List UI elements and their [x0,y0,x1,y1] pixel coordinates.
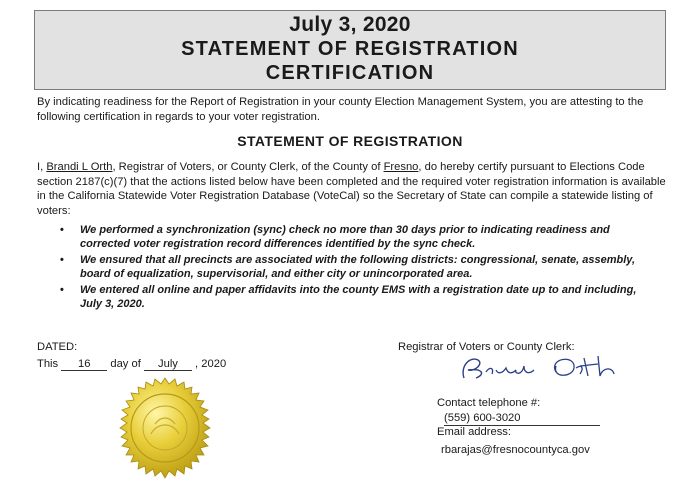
signature-image [452,352,632,382]
registrar-signature-label: Registrar of Voters or County Clerk: [398,341,575,353]
intro-paragraph: By indicating readiness for the Report of Registration in your county Election Management System, you are attesting to the following certification in regards to your voter registration. [37,96,644,123]
bullet-icon: • [60,224,64,236]
county-seal-icon [111,376,219,484]
date-year-text: , 2020 [191,358,227,370]
body-text-1: I, [37,161,47,173]
list-item [60,223,640,252]
date-this-text: This [37,358,62,370]
email-value: rbarajas@fresnocountyca.gov [441,444,590,456]
email-label: Email address: [437,426,511,438]
list-item-text: We ensured that all precincts are associated with the following districts: congressional, senate, assembly, board of equalization, supervisorial, and either city or unincorporated area. [80,253,636,281]
body-text-2: , Registrar of Voters, or County Clerk, of the County of [112,161,384,173]
header-title-line1: STATEMENT OF REGISTRATION [181,38,519,60]
county-name: Fresno [383,161,419,173]
list-item-text: We entered all online and paper affidavits into the county EMS with a registration date up to and including, July 3, 2020. [80,283,637,311]
header-banner [34,10,666,90]
list-item [60,283,640,312]
dated-label: DATED: [37,341,78,353]
registrar-name: Brandi L Orth [46,161,113,173]
header-title-line2: CERTIFICATION [265,62,435,84]
phone-value: (559) 600-3020 [444,412,600,426]
certification-paragraph [37,160,667,218]
list-item [60,253,640,282]
day-field: 16 [61,358,107,371]
date-dayof-text: day of [107,358,144,370]
bullet-icon: • [60,253,64,266]
month-field: July [144,358,192,371]
action-list [60,223,640,312]
list-item-text: We performed a synchronization (sync) check no more than 30 days prior to indicating readiness and corrected voter registration record differences identified by the sync check. [80,224,610,251]
header-date: July 3, 2020 [289,13,411,36]
section-heading: STATEMENT OF REGISTRATION [237,133,463,149]
phone-label: Contact telephone #: [437,397,541,409]
body-text-3: , do hereby certify pursuant to Elections Code section 2187(c)(7) that the actions listed below have been completed and the required voter registration information is available in the California Statewide Voter Registration Database (VoteCal) so the Secretary of State can compile a statewide listing of voters: [37,161,666,217]
bullet-icon: • [60,283,64,296]
date-line [37,358,226,371]
